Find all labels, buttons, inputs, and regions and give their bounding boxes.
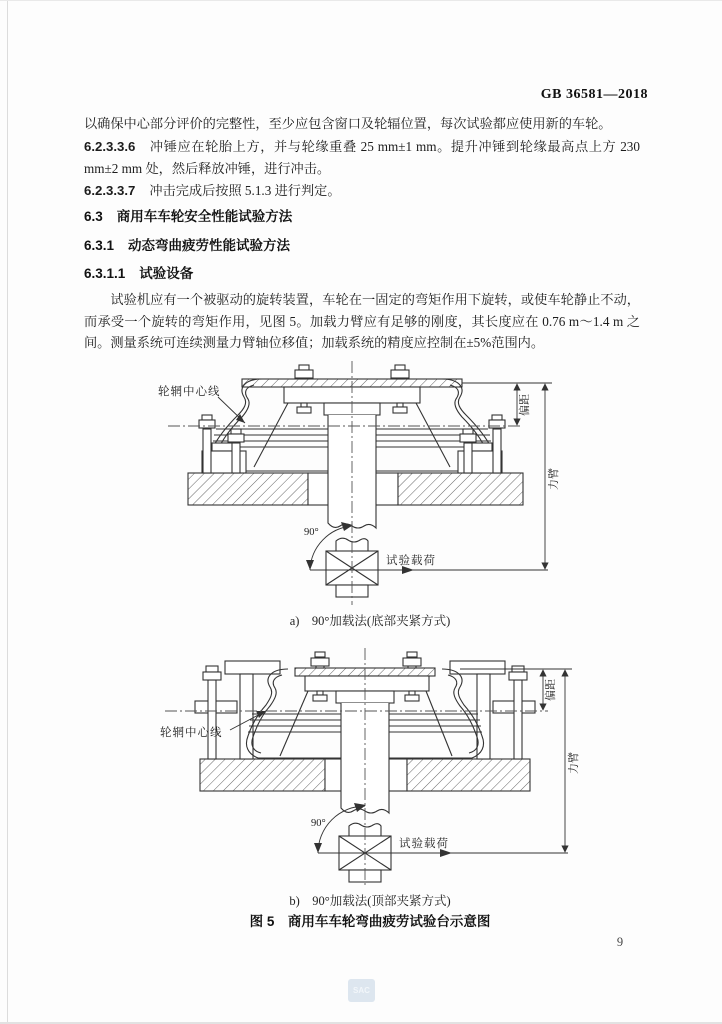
heading-title: 动态弯曲疲劳性能试验方法 bbox=[128, 238, 291, 253]
figure-5a-diagram bbox=[150, 359, 570, 607]
figure-title: 图 5 商用车车轮弯曲疲劳试验台示意图 bbox=[249, 914, 491, 929]
base-plate-left bbox=[188, 473, 308, 505]
subfigure-b-caption: b) 90°加载法(顶部夹紧方式) bbox=[289, 894, 451, 908]
subfigure-a-caption: a) 90°加载法(底部夹紧方式) bbox=[289, 614, 451, 628]
page-number: 9 bbox=[616, 935, 624, 949]
clause-6-2-3-3-7 bbox=[84, 180, 640, 202]
heading-title: 试验设备 bbox=[139, 266, 194, 281]
offset-dim-label: 偏距 bbox=[545, 679, 557, 701]
base-plate-left bbox=[200, 759, 325, 791]
angle-label: 90° bbox=[311, 818, 326, 829]
base-plate-right bbox=[407, 759, 530, 791]
heading-number: 6.3.1 bbox=[84, 238, 115, 253]
paragraph-text: 以确保中心部分评价的完整性，至少应包含窗口及轮辐位置，每次试验都应使用新的车轮。 bbox=[84, 116, 612, 131]
publisher-watermark: SAC bbox=[348, 979, 375, 1002]
rim-centerline-label: 轮辋中心线 bbox=[158, 386, 221, 398]
heading-title: 商用车车轮安全性能试验方法 bbox=[116, 209, 293, 224]
paragraph-continued bbox=[84, 113, 640, 135]
test-load-label: 试验载荷 bbox=[399, 838, 449, 850]
base-plate-right bbox=[398, 473, 523, 505]
test-load-label: 试验载荷 bbox=[386, 555, 436, 567]
clause-number: 6.2.3.3.6 bbox=[84, 139, 136, 154]
force-arm-dim-label: 力臂 bbox=[548, 468, 560, 490]
angle-label: 90° bbox=[304, 527, 319, 538]
bottom-clamp-left bbox=[199, 415, 246, 473]
heading-number: 6.3.1.1 bbox=[84, 266, 126, 281]
bend-fatigue-rig-bottom-clamp-drawing bbox=[150, 359, 570, 607]
heading-number: 6.3 bbox=[84, 209, 103, 224]
force-arm-dim-label: 力臂 bbox=[568, 752, 580, 774]
figure-5b-diagram bbox=[140, 646, 580, 890]
paragraph-equipment bbox=[84, 289, 640, 354]
clause-number: 6.2.3.3.7 bbox=[84, 183, 136, 198]
scan-edge-artifact bbox=[7, 1, 8, 1022]
heading-6-3 bbox=[84, 205, 640, 225]
heading-6-3-1 bbox=[84, 234, 640, 254]
clause-text: 冲锤应在轮胎上方，并与轮缘重叠 25 mm±1 mm。提升冲锤到轮缘最高点上方 230 mm±2 mm 处，然后释放冲锤，进行冲击。 bbox=[84, 139, 640, 176]
bottom-clamp-right bbox=[458, 415, 505, 473]
offset-dim-label: 偏距 bbox=[519, 394, 531, 416]
rim-centerline-label: 轮辋中心线 bbox=[160, 727, 223, 739]
doc-number: GB 36581—2018 bbox=[540, 87, 648, 102]
clause-6-2-3-3-6 bbox=[84, 136, 640, 179]
bend-fatigue-rig-top-clamp-drawing bbox=[140, 646, 580, 890]
hub-adapter-plate bbox=[305, 676, 429, 691]
paragraph-text: 试验机应有一个被驱动的旋转装置，车轮在一固定的弯矩作用下旋转，或使车轮静止不动，而承受一个旋转的弯矩作用，见图 5。加载力臂应有足够的刚度，其长度应在 0.76 m～1.4 m 之间。测量系统可连续测量力臂轴位移值；加载系统的精度应控制在±5%范围内。 bbox=[84, 292, 640, 350]
heading-6-3-1-1 bbox=[84, 262, 640, 282]
clause-text: 冲击完成后按照 5.1.3 进行判定。 bbox=[149, 183, 341, 198]
